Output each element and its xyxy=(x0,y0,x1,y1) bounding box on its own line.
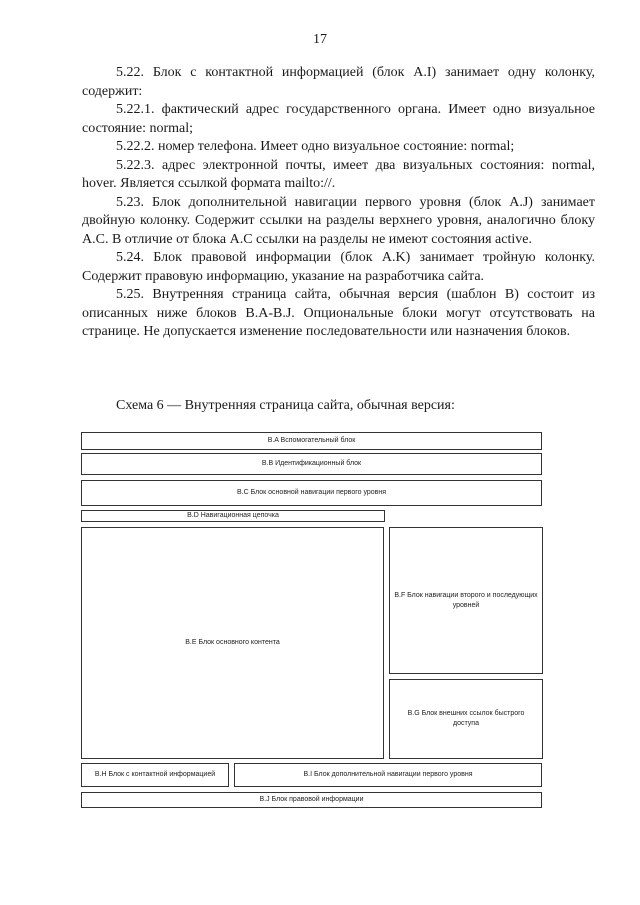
block-bi-label: B.I Блок дополнительной навигации первого уровня xyxy=(303,771,473,778)
block-bj xyxy=(81,792,542,808)
block-bi xyxy=(234,763,542,787)
block-bg-label: B.G Блок внешних ссылок быстрого доступа xyxy=(407,710,525,727)
paragraph-5-23: 5.23. Блок дополнительной навигации первого уровня (блок A.J) занимает двойную колонку. Содержит ссылки на разделы верхнего уровня, аналогично блоку A.C. В отличие от блока A.C ссылки на разделы не имеют состояния active. xyxy=(82,194,595,247)
block-bc xyxy=(81,480,542,506)
block-be xyxy=(81,527,384,759)
block-bc-label: B.C Блок основной навигации первого уровня xyxy=(236,489,387,496)
paragraph-5-22-3: 5.22.3. адрес электронной почты, имеет два визуальных состояния: normal, hover. Является ссылкой формата mailto://. xyxy=(82,157,595,191)
block-bh-label: B.H Блок с контактной информацией xyxy=(94,771,216,778)
block-ba-label: B.A Вспомогательный блок xyxy=(267,437,356,444)
page-number: 17 xyxy=(313,32,327,47)
block-be-label: B.E Блок основного контента xyxy=(185,639,280,646)
block-bb xyxy=(81,453,542,475)
paragraph-5-22-2: 5.22.2. номер телефона. Имеет одно визуальное состояние: normal; xyxy=(116,139,515,154)
block-bh xyxy=(81,763,229,787)
block-bd xyxy=(81,510,385,522)
paragraph-5-22-1: 5.22.1. фактический адрес государственного органа. Имеет одно визуальное состояние: normal; xyxy=(82,102,595,136)
paragraph-5-24: 5.24. Блок правовой информации (блок A.K) занимает тройную колонку. Содержит правовую информацию, указание на разработчика сайта. xyxy=(82,250,595,284)
block-bj-label: B.J Блок правовой информации xyxy=(259,796,364,803)
block-bg xyxy=(389,679,543,759)
paragraph-5-25: 5.25. Внутренняя страница сайта, обычная версия (шаблон B) состоит из описанных ниже блоков B.A-B.J. Опциональные блоки могут отсутствовать на странице. Не допускается изменение последовательности или назначения блоков. xyxy=(82,287,595,339)
block-bf xyxy=(389,527,543,674)
block-bb-label: B.B Идентификационный блок xyxy=(261,460,362,467)
block-ba xyxy=(81,432,542,450)
block-bd-label: B.D Навигационная цепочка xyxy=(187,512,279,519)
block-bf-label: B.F Блок навигации второго и последующих уровней xyxy=(394,591,538,609)
paragraph-5-22: 5.22. Блок с контактной информацией (блок A.I) занимает одну колонку, содержит: xyxy=(82,65,595,99)
scheme-caption: Схема 6 — Внутренняя страница сайта, обычная версия: xyxy=(116,398,455,413)
